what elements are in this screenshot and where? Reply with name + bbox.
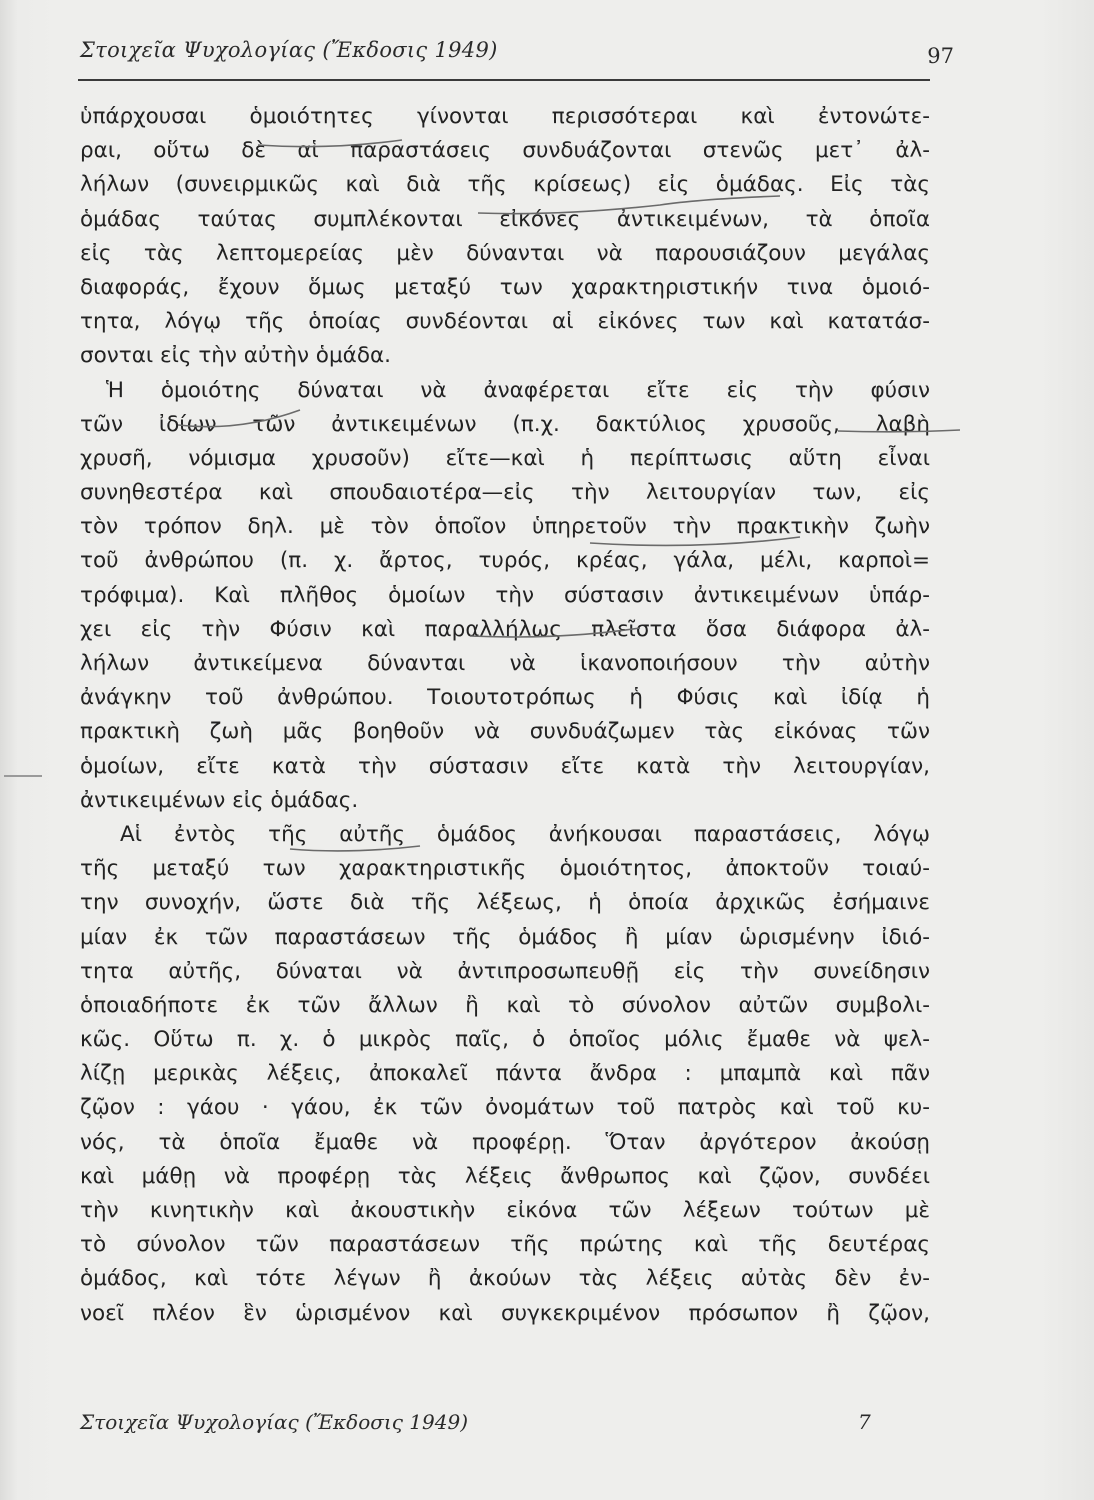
text-line: τητα, λόγῳ τῆς ὁποίας συνδέονται αἱ εἰκόνες των καὶ κατατάσ- bbox=[80, 309, 930, 335]
text-line: ὑπάρχουσαι ὁμοιότητες γίνονται περισσότεραι καὶ ἐντονώτε- bbox=[80, 104, 930, 129]
text-line: τῶν ἰδίων τῶν ἀντικειμένων (π.χ. δακτύλιος χρυσοῦς, λαβὴ bbox=[80, 411, 930, 437]
text-line: τρόφιμα). Καὶ πλῆθος ὁμοίων τὴν σύστασιν ἀντικειμένων ὑπάρ- bbox=[80, 582, 930, 608]
body-text bbox=[80, 100, 930, 1331]
text-line: ἀνάγκην τοῦ ἀνθρώπου. Τοιουτοτρόπως ἡ Φύσις καὶ ἰδίᾳ ἡ bbox=[80, 685, 930, 711]
text-line: διαφοράς, ἔχουν ὅμως μεταξύ των χαρακτηριστικήν τινα ὁμοιό- bbox=[80, 274, 930, 300]
text-line: ὁμάδας ταύτας συμπλέκονται εἰκόνες ἀντικειμένων, τὰ ὁποῖα bbox=[80, 206, 930, 232]
page-number: 97 bbox=[927, 44, 954, 68]
text-line: τὴν κινητικὴν καὶ ἀκουστικὴν εἰκόνα τῶν λέξεων τούτων μὲ bbox=[80, 1198, 930, 1223]
text-line: ὁμάδος, καὶ τότε λέγων ἢ ἀκούων τὰς λέξεις αὐτὰς δὲν ἐν- bbox=[80, 1266, 930, 1292]
text-line: ὁποιαδήποτε ἐκ τῶν ἄλλων ἢ καὶ τὸ σύνολον αὐτῶν συμβολι- bbox=[80, 992, 930, 1018]
text-line: τὸν τρόπον δηλ. μὲ τὸν ὁποῖον ὑπηρετοῦν τὴν πρακτικὴν ζωὴν bbox=[80, 514, 930, 540]
text-line: συνηθεστέρα καὶ σπουδαιοτέρα—εἰς τὴν λειτουργίαν των, εἰς bbox=[80, 480, 930, 506]
text-line: νός, τὰ ὁποῖα ἔμαθε νὰ προφέρῃ. Ὅταν ἀργότερον ἀκούσῃ bbox=[80, 1129, 930, 1155]
text-line: πρακτικὴ ζωὴ μᾶς βοηθοῦν νὰ συνδυάζωμεν τὰς εἰκόνας τῶν bbox=[80, 719, 930, 745]
text-line: τητα αὐτῆς, δύναται νὰ ἀντιπροσωπευθῇ εἰς τὴν συνείδησιν bbox=[80, 958, 930, 984]
text-line: κῶς. Οὕτω π. χ. ὁ μικρὸς παῖς, ὁ ὁποῖος μόλις ἔμαθε νὰ ψελ- bbox=[80, 1027, 930, 1053]
text-line: λίζῃ μερικὰς λέξεις, ἀποκαλεῖ πάντα ἄνδρα : μπαμπὰ καὶ πᾶν bbox=[80, 1061, 930, 1087]
running-header-title: Στοιχεῖα Ψυχολογίας (Ἔκδοσις 1949) bbox=[80, 38, 498, 62]
text-line: τοῦ ἀνθρώπου (π. χ. ἄρτος, τυρός, κρέας, γάλα, μέλι, καρποὶ= bbox=[80, 548, 930, 574]
paragraph-start-line: Ἡ ὁμοιότης δύναται νὰ ἀναφέρεται εἴτε εἰς τὴν φύσιν bbox=[106, 377, 930, 403]
text-line: ζῷον : γάου · γάου, ἐκ τῶν ὀνομάτων τοῦ πατρὸς καὶ τοῦ κυ- bbox=[80, 1095, 930, 1121]
text-line: νοεῖ πλέον ἓν ὡρισμένον καὶ συγκεκριμένον πρόσωπον ἢ ζῷον, bbox=[80, 1300, 930, 1326]
text-line: ὁμοίων, εἴτε κατὰ τὴν σύστασιν εἴτε κατὰ τὴν λειτουργίαν, bbox=[80, 753, 930, 779]
text-line: ἀντικειμένων εἰς ὁμάδας. bbox=[80, 787, 359, 813]
text-line: χει εἰς τὴν Φύσιν καὶ παραλλήλως πλεῖστα ὅσα διάφορα ἀλ- bbox=[80, 616, 930, 642]
paragraph-start-line: Αἱ ἐντὸς τῆς αὐτῆς ὁμάδος ἀνήκουσαι παραστάσεις, λόγῳ bbox=[120, 821, 930, 847]
text-line: τῆς μεταξύ των χαρακτηριστικῆς ὁμοιότητος, ἀποκτοῦν τοιαύ- bbox=[80, 856, 930, 882]
footer-running-title: Στοιχεῖα Ψυχολογίας (Ἔκδοσις 1949) bbox=[80, 1410, 468, 1434]
text-line: τὸ σύνολον τῶν παραστάσεων τῆς πρώτης καὶ τῆς δευτέρας bbox=[80, 1232, 930, 1258]
header-rule bbox=[78, 79, 930, 81]
text-line: μίαν ἐκ τῶν παραστάσεων τῆς ὁμάδος ἢ μίαν ὡρισμένην ἰδιό- bbox=[80, 924, 930, 950]
footer-signature-mark: 7 bbox=[858, 1410, 871, 1434]
text-line: εἰς τὰς λεπτομερείας μὲν δύνανται νὰ παρουσιάζουν μεγάλας bbox=[80, 240, 930, 266]
margin-pencil-mark bbox=[4, 775, 42, 777]
text-line: σονται εἰς τὴν αὐτὴν ὁμάδα. bbox=[80, 343, 391, 369]
text-line: καὶ μάθῃ νὰ προφέρῃ τὰς λέξεις ἄνθρωπος καὶ ζῷον, συνδέει bbox=[80, 1163, 930, 1189]
text-line: λήλων ἀντικείμενα δύνανται νὰ ἱκανοποιήσουν τὴν αὐτὴν bbox=[80, 651, 930, 676]
text-line: ραι, οὕτω δὲ αἱ παραστάσεις συνδυάζονται στενῶς μετ᾽ ἀλ- bbox=[80, 138, 930, 164]
text-line: λήλων (συνειρμικῶς καὶ διὰ τῆς κρίσεως) εἰς ὁμάδας. Εἰς τὰς bbox=[80, 172, 930, 198]
text-line: χρυσῆ, νόμισμα χρυσοῦν) εἴτε—καὶ ἡ περίπτωσις αὕτη εἶναι bbox=[80, 445, 930, 471]
text-line: την συνοχήν, ὥστε διὰ τῆς λέξεως, ἡ ὁποία ἀρχικῶς ἐσήμαινε bbox=[80, 890, 930, 916]
